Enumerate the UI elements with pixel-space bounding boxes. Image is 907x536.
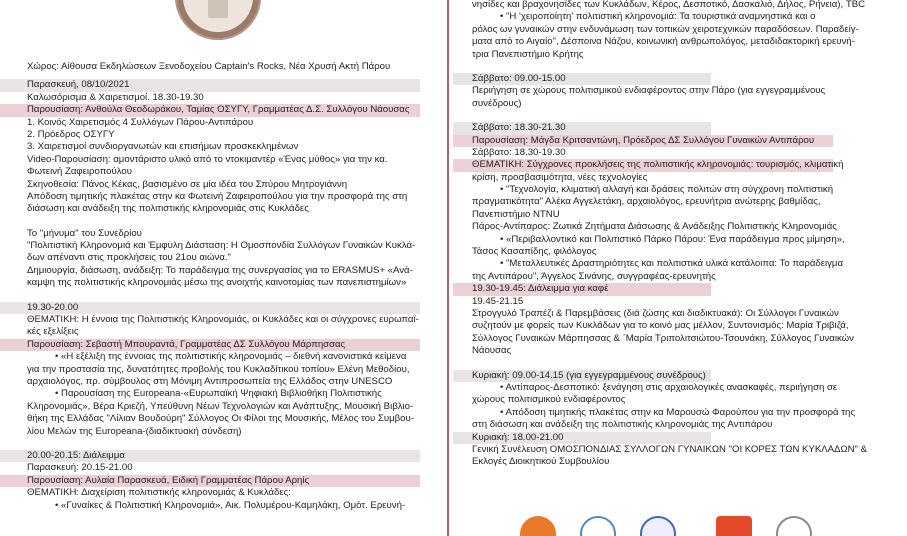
- session-time: Παρασκευή: 20.15-21.00: [27, 462, 133, 474]
- break-time: 20.00-20.15: Διάλειμμα: [0, 450, 420, 462]
- award-text: διάσωση και ανάδειξη της πολιτιστικής κληρονομιάς στις Κυκλάδες: [27, 203, 309, 215]
- theme-text: κρίση, προσβασιμότητα, νέες τεχνολογίες: [472, 171, 648, 183]
- welcome-time: Καλωσόρισμα & Χαιρετισμοί. 18.30-19.30: [27, 91, 204, 103]
- talk-item: • «Περιβαλλοντικό και Πολιτιστικό Πάρκο Πάρου: Ένα παράδειγμα προς μίμηση»,: [500, 233, 845, 245]
- roundtable-text: Νάουσας: [472, 345, 512, 357]
- talk-item: • "Τεχνολογία, κλιματική αλλαγή και δράσεις πολιτών στη σύγχρονη πολιτιστική: [500, 184, 834, 196]
- talk-item: για την προστασία της, δυνατότητες προβολής του Κυκλαδίτικου τοπίου» Ελένη Μεθοδίου,: [27, 363, 410, 375]
- talk-item: λίου Μελών της Europeana-(διαδικτυακή σύνδεση): [27, 425, 242, 437]
- talk-item: πραγματικότητα" Αλέκα Αγγελετάκη, αρχαιολόγος, ερευνήτρια ανώτερης βαθμίδας,: [472, 196, 821, 208]
- session-time: 19.45-21.15: [472, 295, 524, 307]
- talk-item: Κληρονομιάς», Βέρα Κριεζή, Υπεύθυνη Νέων Τεχνολογιών και Ανάπτυξης, Μουσική Βιβλιο-: [27, 400, 414, 412]
- award-text: Απόδοση τιμητικής πλακέτας στην κα Φωτεινή Ζαφειροπούλου για την προσφορά της στη: [27, 190, 408, 202]
- theme-text: κές εξελίξεις: [27, 326, 79, 338]
- talk-item: ματα από το Αιγαίο", Δέσποινα Νάζου, κοινωνική ανθρωπολόγος, μεταδιδακτορική ερευνή-: [472, 36, 855, 48]
- sponsor-logo-4: [716, 516, 752, 536]
- talk-item: Τάσος Κασαπίδης, φιλόλογος: [472, 246, 597, 258]
- left-column: [0, 0, 447, 536]
- talk-item: της Αντιπάρου", Άγγελος Σινάνης, συγγραφέας-ερευνητής: [472, 270, 716, 282]
- presenter-bar: Παρουσίαση: Μάγδα Κριτσαντώνη, Πρόεδρος ΔΣ Συλλόγου Γυναικών Αντιπάρου: [453, 135, 833, 147]
- video-text: Φωτεινή Ζαφειροπούλου: [27, 166, 132, 178]
- roundtable-text: Στρογγυλό Τραπέζι & Παρεμβάσεις (διά ζώσης και διαδικτυακά): Οι Σύλλογοι Γυναικών: [472, 307, 839, 319]
- column-divider: [447, 0, 449, 536]
- subtheme-text: Πάρος-Αντίπαρος: Ζωτικά Ζητήματα Διάσωσης & Ανάδειξης Πολιτιστικής Κληρονομιάς: [472, 221, 837, 233]
- sponsor-logos: [500, 516, 890, 536]
- theme-text: ΘΕΜΑΤΙΚΗ: Η έννοια της Πολιτιστικής Κληρονομιάς, οι Κυκλάδες και οι σύγχρονες ευρωπαϊ-: [27, 314, 419, 326]
- day-header: Κυριακή: 09.00-14.15 (για εγγεγραμμένους συνέδρους): [453, 370, 711, 382]
- presenter-bar: Παρουσίαση: Ανθούλα Θεοδωράκου, Ταμίας ΟΣΥΓΥ, Γραμματέας Δ.Σ. Συλλόγου Νάουσας: [0, 104, 420, 116]
- talk-item: • Αντίπαρος-Δεσποτικό: ξενάγηση στις αρχαιολογικές ανασκαφές, περιήγηση σε: [500, 381, 838, 393]
- assembly-text: Γενική Συνέλευση ΟΜΟΣΠΟΝΔΙΑΣ ΣΥΛΛΟΓΩΝ ΓΥΝΑΙΚΩΝ "ΟΙ ΚΟΡΕΣ ΤΩΝ ΚΥΚΛΑΔΩΝ" &: [472, 443, 868, 455]
- talk-item: στη διάσωση και ανάδειξη της πολιτιστικής κληρονομιάς της Αντιπάρου: [472, 419, 773, 431]
- director-text: Σκηνοθεσία: Πάνος Κέκας, βασισμένο σε μία ιδέα του Σπύρου Μητρογιάννη: [27, 178, 348, 190]
- day-header: Παρασκευή, 08/10/2021: [0, 79, 420, 91]
- talk-item: θήκη της Ελλάδας "Λίλιαν Βουδούρη" Σύλλογος Οι Φίλοι της Μουσικής, Μέλος του Συμβου-: [27, 413, 414, 425]
- theme-text: ΘΕΜΑΤΙΚΗ: Σύγχρονες προκλήσεις της πολιτιστικής κληρονομιάς: τουρισμός, κλιματική: [453, 159, 833, 171]
- talk-item: χώρους πολιτισμικού ενδιαφέροντος: [472, 394, 626, 406]
- conference-seal-logo: [175, 0, 261, 40]
- greeting-item: 1. Κοινός Χαιρετισμός 4 Συλλόγων Πάρου-Αντιπάρου: [27, 116, 254, 128]
- roundtable-text: Σύλλογος Γυναικών Μάρπησσας & ΄Μαρία Τριπολιτσιώτου-Τσουνάκη, Σύλλογος Γυναικών: [472, 332, 854, 344]
- talk-item: νησίδες και βραχονησίδες των Κυκλάδων, Κέρος, Δεσποτικό, Δασκαλιό, Δήλος, Ρήνεια), TBC: [472, 0, 866, 10]
- talk-item: • "Η 'χειροποίητη' πολιτιστική κληρονομιά: Τα τουριστικά αναμνηστικά και ο: [500, 11, 816, 23]
- greeting-item: 3. Χαιρετισμοί συνδιοργανωτών και επισήμων προσκεκλημένων: [27, 141, 299, 153]
- presenter-bar: Παρουσίαση: Αυλαία Παρασκευά, Ειδική Γραμματέας Πάρου Αρηίς: [0, 475, 420, 487]
- day-header: Σάββατο: 09.00-15.00: [453, 73, 711, 85]
- talk-item: ρόλος ων γυναικών στην ενδυνάμωση των τοπικών χειροτεχνικών παραδόσεων. Παραδείγ-: [472, 23, 859, 35]
- message-text: καμψη της πολιτιστικής κληρονομιάς μέσω της ανοιχτής καινοτομίας των πανεπιστημίων»: [27, 277, 407, 289]
- session-time: Σάββατο: 18.30-19.30: [472, 146, 566, 158]
- talk-item: Πανεπιστήμιο NTNU: [472, 208, 560, 220]
- theme-text: ΘΕΜΑΤΙΚΗ: Διαχείριση πολιτιστικής κληρονομιάς & Κυκλάδες:: [27, 487, 291, 499]
- presenter-bar: Παρουσίαση: Σεβαστή Μπουραντά, Γραμματέας ΔΣ Συλλόγου Μάρπησσας: [0, 339, 420, 351]
- venue-text: Χώρος: Αίθουσα Εκδηλώσεων Ξενοδοχείου Captain's Rocks, Νέα Χρυσή Ακτή Πάρου: [27, 61, 391, 72]
- talk-item: αρχαιολόγος, πρ. σύμβουλος στη Μόνιμη Αντιπροσωπεία της Ελλάδος στην UNESCO: [27, 375, 393, 387]
- message-text: Δημιουργία, διάσωση, ανάδειξη: Το παράδειγμα της συνεργασίας για το ERASMUS+ «Ανά-: [27, 264, 413, 276]
- talk-item: • Παρουσίαση της Europeana-«Ευρωπαϊκή Ψηφιακή Βιβλιοθήκη Πολιτιστικής: [55, 388, 382, 400]
- day-header: Σάββατο: 18.30-21.30: [453, 122, 711, 134]
- day-header: Κυριακή: 18.00-21.00: [453, 432, 711, 444]
- greeting-item: 2. Πρόεδρος ΟΣΥΓΥ: [27, 128, 115, 140]
- break-time: 19.30-19.45: Διάλειμμα για καφέ: [453, 283, 711, 295]
- talk-item: τρια Πανεπιστήμιο Κρήτης: [472, 48, 584, 60]
- talk-item: • «Η εξέλιξη της έννοιας της πολιτιστικής κληρονομιάς – διεθνή κανονιστικά κείμενα: [55, 351, 407, 363]
- talk-item: • "Μεταλλευτικές Δραστηριότητες και πολιτιστικά υλικά κατάλοιπα: Το παράδειγμα: [500, 258, 843, 270]
- sponsor-logo-1: [520, 516, 556, 536]
- right-column: [453, 0, 907, 536]
- message-text: "Πολιτιστική Κληρονομιά και Έμφυλη Διάσταση: Η Ομοσπονδία Συλλόγων Γυναικών Κυκλά-: [27, 240, 416, 252]
- assembly-text: Εκλογές Διοικητικού Συμβουλίου: [472, 456, 610, 468]
- right-content: [472, 0, 892, 469]
- session-time: 19.30-20.00: [0, 302, 420, 314]
- message-text: δων απέναντι στις προκλήσεις του 21ου αιώνα.": [27, 252, 231, 264]
- video-text: Video-Παρουσίαση: αμοντάριστο υλικό από το ντοκιμαντέρ «Ένας μύθος» για την κα.: [27, 153, 388, 165]
- message-title: Το "μήνυμα" του Συνεδρίου: [27, 227, 142, 239]
- sponsor-logo-5: [776, 516, 812, 536]
- tour-text: συνέδρους): [472, 97, 522, 109]
- talk-item: • «Γυναίκες & Πολιτιστική Κληρονομιά», Αικ. Πολυμέρου-Καμηλάκη, Ομότ. Ερευνή-: [55, 499, 406, 511]
- left-content: [27, 61, 437, 512]
- talk-item: • Απόδοση τιμητικής πλακέτας στην κα Μαρουσώ Φαρούπου για την προσφορά της: [500, 406, 856, 418]
- roundtable-text: συζητούν με φορείς των Κυκλάδων για το κοινό μας μέλλον, Συντονισμός: Μαρία Τριβιζά,: [472, 320, 849, 332]
- statue-icon: [208, 0, 228, 18]
- sponsor-logo-2: [580, 516, 616, 536]
- tour-text: Περιήγηση σε χώρους πολιτισμικού ενδιαφέροντος στην Πάρο (για εγγεγραμμένους: [472, 85, 826, 97]
- sponsor-logo-3: [640, 516, 676, 536]
